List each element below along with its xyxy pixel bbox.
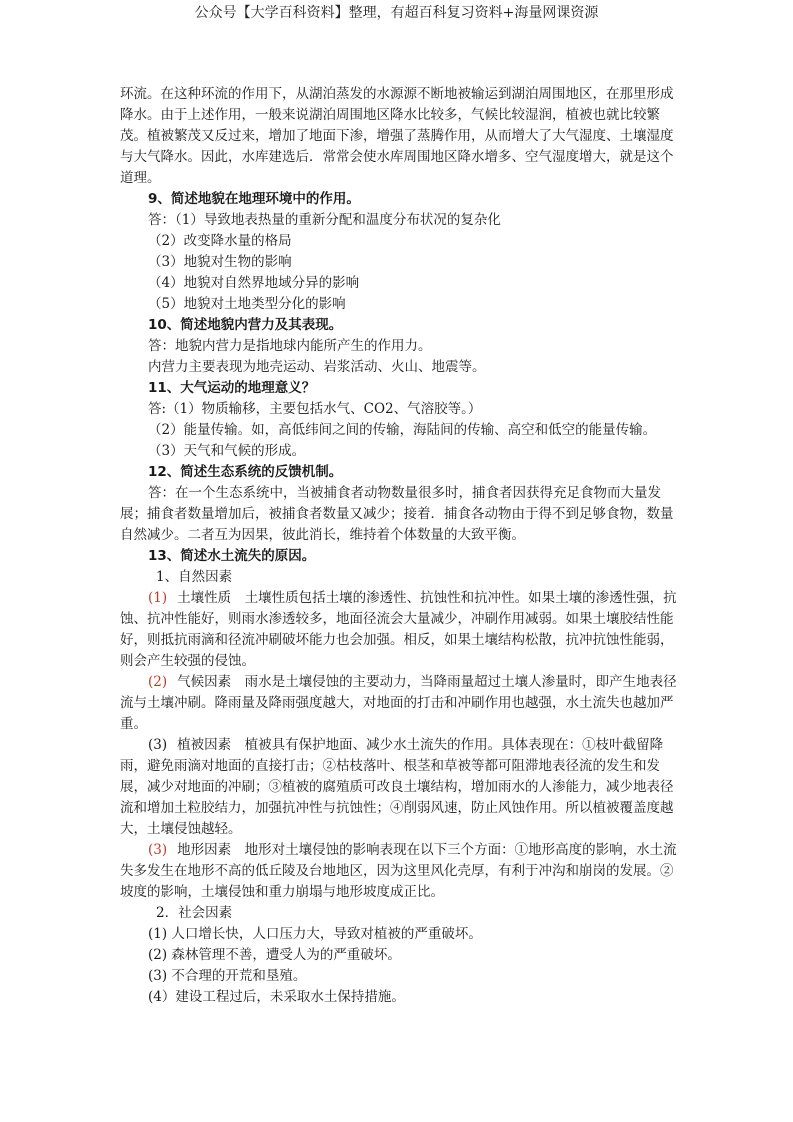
item-text: 植被因素 植被具有保护地面、减少水土流失的作用。具体表现在：①枝叶截留降雨，避免雨滴对地面的直接打击；②枯枝落叶、根茎和草被等都可阻滞地表径流的发生和发展，减少对地面的冲刷；③植被的腐殖质可改良土壤结构，增加雨水的人渗能力，减少地表径流和增加土粒胶结力，加强抗冲性与抗蚀性；④削弱风速，防止风蚀作用。所以植被覆盖度越大，土壤侵蚀越轻。	[120, 737, 674, 837]
social-factor-item: (2) 森林管理不善，遭受人为的严重破坏。	[148, 947, 401, 963]
q9-line: （3）地貌对生物的影响	[148, 254, 292, 270]
question-9-title: 9、简述地貌在地理环境中的作用。	[148, 191, 360, 207]
document-body	[120, 84, 686, 1008]
social-factor-item: (3) 不合理的开荒和垦殖。	[148, 968, 307, 984]
question-11-title: 11、大气运动的地理意义？	[148, 380, 316, 396]
social-factor-item: (4）建设工程过后，未采取水土保持措施。	[148, 989, 405, 1005]
q9-line: （4）地貌对自然界地域分异的影响	[148, 275, 360, 291]
natural-factor-soil	[120, 588, 686, 672]
natural-factor-vegetation	[120, 735, 686, 840]
q11-line: （3）天气和气候的形成。	[148, 443, 306, 459]
q12-answer: 答：在一个生态系统中，当被捕食者动物数量很多时，捕食者因获得充足食物而大量发展；捕食者数量增加后，被捕食者数量又减少；接着．捕食各动物由于得不到足够食物，数量自然减少。二者互为因果，彼此消长，维持着个体数量的大致平衡。	[120, 485, 674, 543]
page-header: 公众号【大学百科资料】整理，有超百科复习资料+海量网课资源	[194, 5, 599, 21]
q9-line: （5）地貌对土地类型分化的影响	[148, 296, 346, 312]
social-factor-item: (1) 人口增长快，人口压力大，导致对植被的严重破坏。	[148, 926, 482, 942]
item-number: (2)	[148, 674, 168, 690]
natural-factor-climate	[120, 672, 686, 735]
q11-line: （2）能量传输。如，高低纬间之间的传输，海陆间的传输、高空和低空的能量传输。	[148, 422, 657, 438]
q9-line: 答：（1）导致地表热量的重新分配和温度分布状况的复杂化	[148, 212, 501, 228]
intro-paragraph: 环流。在这种环流的作用下，从湖泊蒸发的水源源不断地被输运到湖泊周围地区，在那里形成降水。由于上述作用，一般来说湖泊周围地区降水比较多，气候比较湿润，植被也就比较繁茂。植被繁茂又反过来，增加了地面下渗，增强了蒸腾作用，从而增大了大气湿度、土壤湿度与大气降水。因此，水库建选后．常常会使水库周围地区降水增多、空气湿度增大，就是这个道理。	[120, 86, 674, 186]
social-factors-heading: 2．社会因素	[156, 905, 233, 921]
natural-factor-terrain	[120, 840, 686, 903]
question-13-title: 13、简述水土流失的原因。	[148, 548, 316, 564]
item-text: 气候因素 雨水是土壤侵蚀的主要动力，当降雨量超过土壤人渗量时，即产生地表径流与土壤冲刷。降雨量及降雨强度越大，对地面的打击和冲刷作用也越强，水土流失也越加严重。	[120, 674, 677, 732]
item-number: (1)	[148, 590, 168, 606]
question-10-title: 10、简述地貌内营力及其表现。	[148, 317, 343, 333]
item-number: (3)	[148, 842, 168, 858]
q10-line: 内营力主要表现为地壳运动、岩浆活动、火山、地震等。	[148, 359, 486, 375]
q10-line: 答：地貌内营力是指地球内能所产生的作用力。	[148, 338, 432, 354]
item-text: 土壤性质 土壤性质包括土壤的渗透性、抗蚀性和抗冲性。如果土壤的渗透性强，抗蚀、抗冲性能好，则雨水渗透较多，地面径流会大量减少，冲刷作用减弱。如果土壤胶结性能好，则抵抗雨滴和径流冲刷破坏能力也会加强。相反，如果土壤结构松散，抗冲抗蚀性能弱，则会产生较强的侵蚀。	[120, 590, 677, 669]
question-12-title: 12、简述生态系统的反馈机制。	[148, 464, 343, 480]
item-number: (3)	[148, 737, 168, 753]
q11-line: 答:（1）物质输移，主要包括水气、CO2、气溶胶等。）	[148, 401, 482, 417]
item-text: 地形因素 地形对土壤侵蚀的影响表现在以下三个方面：①地形高度的影响，水土流失多发生在地形不高的低丘陵及台地地区，因为这里风化壳厚，有利于冲沟和崩岗的发展。②坡度的影响，土壤侵蚀和重力崩塌与地形坡度成正比。	[120, 842, 677, 900]
q9-line: （2）改变降水量的格局	[148, 233, 292, 249]
natural-factors-heading: 1、自然因素	[156, 569, 233, 585]
